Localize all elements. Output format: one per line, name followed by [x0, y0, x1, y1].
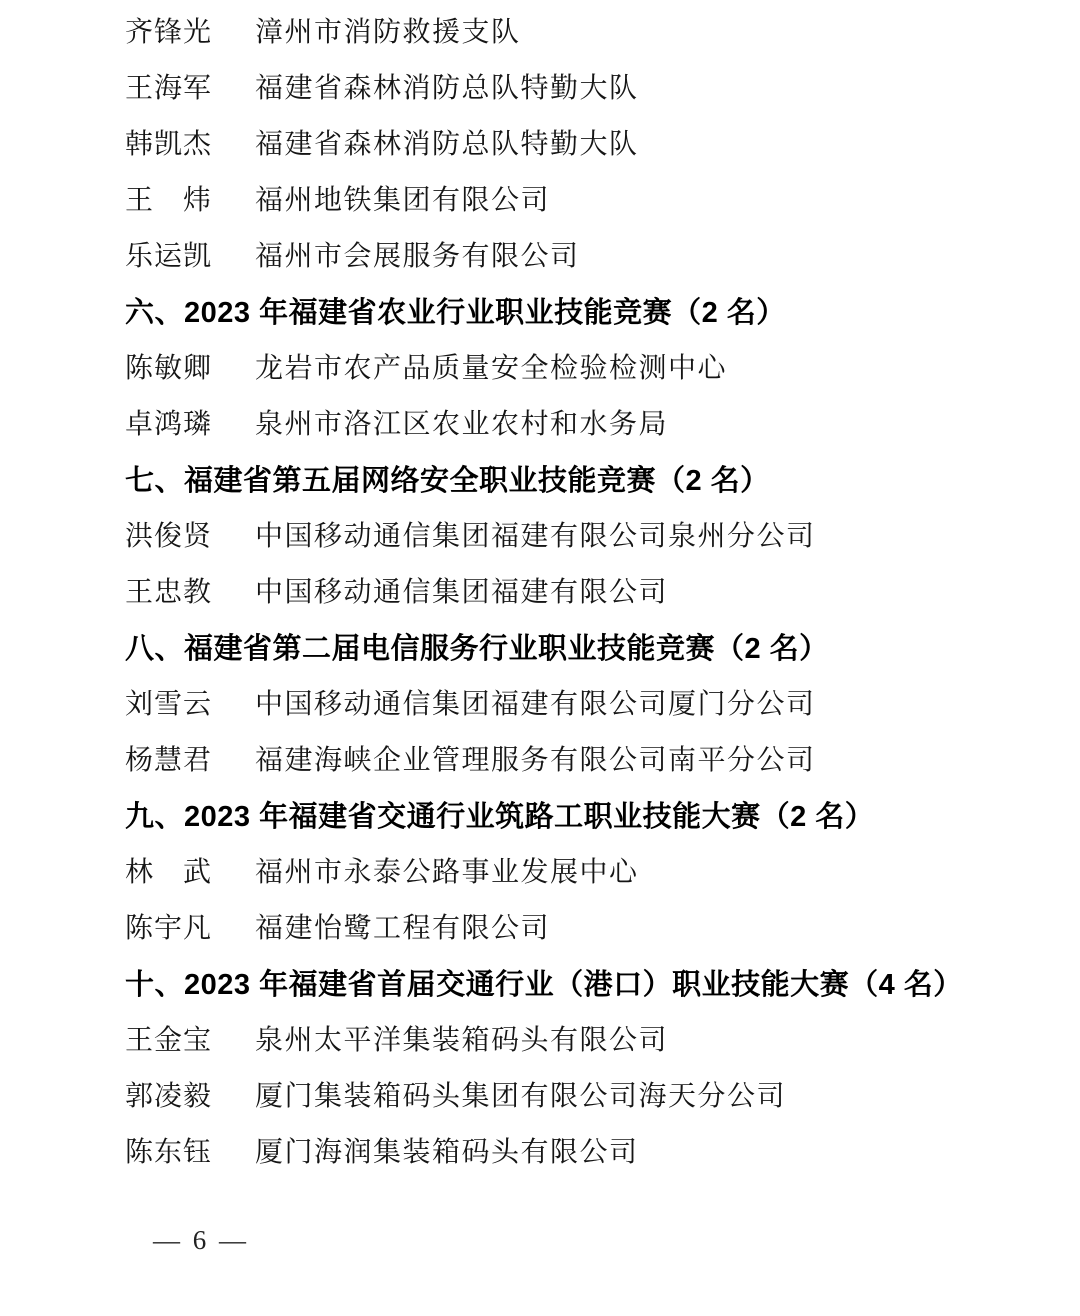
awardee-organization: 龙岩市农产品质量安全检验检测中心 — [255, 353, 728, 384]
awardee-name: 陈东钰 — [125, 1137, 213, 1168]
awardee-organization: 厦门集装箱码头集团有限公司海天分公司 — [255, 1081, 787, 1112]
awardee-name: 卓鸿璘 — [125, 409, 213, 440]
awardee-name: 王 炜 — [125, 185, 213, 216]
section-title: 九、2023 年福建省交通行业筑路工职业技能大赛（2 名） — [125, 800, 875, 833]
awardee-name: 王忠教 — [125, 577, 213, 608]
award-row — [125, 506, 1040, 562]
award-row — [125, 1066, 1040, 1122]
award-row — [125, 562, 1040, 618]
awardee-organization: 厦门海润集装箱码头有限公司 — [255, 1137, 639, 1168]
awardee-name: 齐锋光 — [125, 17, 213, 48]
award-row — [125, 338, 1040, 394]
award-row — [125, 114, 1040, 170]
awardee-name: 杨慧君 — [125, 745, 213, 776]
award-row — [125, 842, 1040, 898]
awardee-organization: 中国移动通信集团福建有限公司 — [255, 577, 669, 608]
award-row — [125, 674, 1040, 730]
awardee-organization: 福州市永泰公路事业发展中心 — [255, 857, 639, 888]
awardee-name: 陈宇凡 — [125, 913, 213, 944]
award-row — [125, 1122, 1040, 1178]
section-title: 七、福建省第五届网络安全职业技能竞赛（2 名） — [125, 464, 770, 497]
awardee-organization: 泉州市洛江区农业农村和水务局 — [255, 409, 669, 440]
awardee-organization: 漳州市消防救援支队 — [255, 17, 521, 48]
awardee-name: 刘雪云 — [125, 689, 213, 720]
award-row — [125, 898, 1040, 954]
awardee-organization: 福建省森林消防总队特勤大队 — [255, 73, 639, 104]
awardee-organization: 福建省森林消防总队特勤大队 — [255, 129, 639, 160]
awardee-name: 王金宝 — [125, 1025, 213, 1056]
awardee-name: 洪俊贤 — [125, 521, 213, 552]
awardee-name: 韩凯杰 — [125, 129, 213, 160]
section-9-road-builder-competition — [125, 786, 1040, 954]
awardee-organization: 福建怡鹭工程有限公司 — [255, 913, 551, 944]
awardee-organization: 中国移动通信集团福建有限公司泉州分公司 — [255, 521, 816, 552]
section-8-telecom-service-competition — [125, 618, 1040, 786]
award-row — [125, 730, 1040, 786]
awardee-organization: 福建海峡企业管理服务有限公司南平分公司 — [255, 745, 816, 776]
section-title: 六、2023 年福建省农业行业职业技能竞赛（2 名） — [125, 296, 786, 329]
award-row — [125, 226, 1040, 282]
awardee-organization: 福州地铁集团有限公司 — [255, 185, 551, 216]
awardee-name: 陈敏卿 — [125, 353, 213, 384]
awardee-organization: 福州市会展服务有限公司 — [255, 241, 580, 272]
award-row — [125, 394, 1040, 450]
section-10-port-competition — [125, 954, 1040, 1178]
awardee-organization: 中国移动通信集团福建有限公司厦门分公司 — [255, 689, 816, 720]
award-row — [125, 58, 1040, 114]
awardee-name: 乐运凯 — [125, 241, 213, 272]
award-row — [125, 2, 1040, 58]
section-continued — [125, 2, 1040, 282]
page-number: — 6 — — [153, 1224, 249, 1255]
awardee-organization: 泉州太平洋集装箱码头有限公司 — [255, 1025, 669, 1056]
section-title: 八、福建省第二届电信服务行业职业技能竞赛（2 名） — [125, 632, 829, 665]
awardee-name: 林 武 — [125, 857, 213, 888]
awardee-name: 王海军 — [125, 73, 213, 104]
award-row — [125, 170, 1040, 226]
section-title: 十、2023 年福建省首届交通行业（港口）职业技能大赛（4 名） — [125, 968, 963, 1001]
section-6-agriculture-competition — [125, 282, 1040, 450]
page-footer — [125, 1212, 1040, 1268]
award-row — [125, 1010, 1040, 1066]
section-7-network-security-competition — [125, 450, 1040, 618]
awardee-name: 郭凌毅 — [125, 1081, 213, 1112]
